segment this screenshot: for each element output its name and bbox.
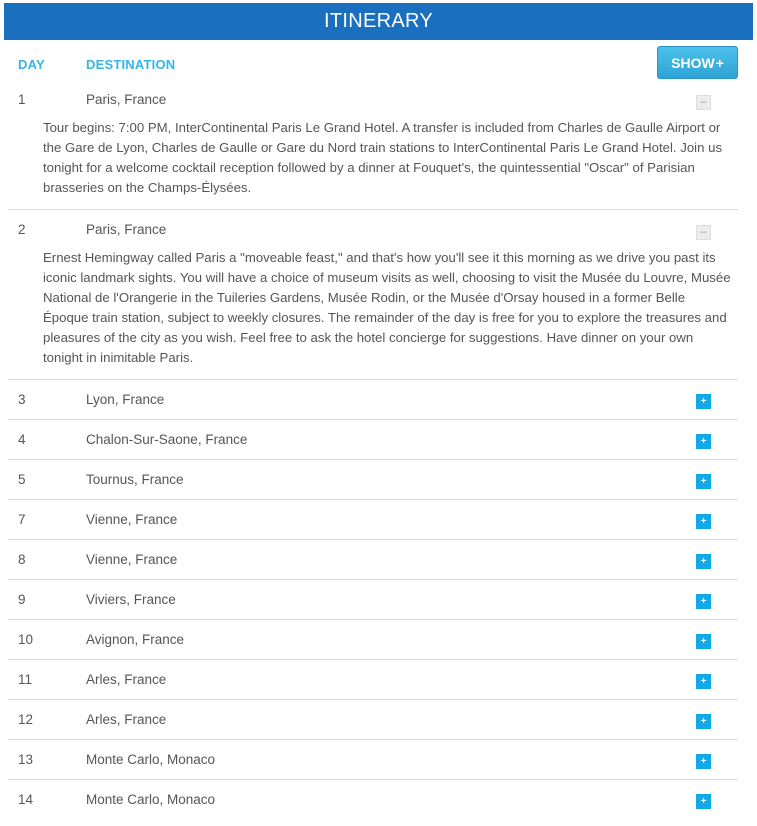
day-description: Tour begins: 7:00 PM, InterContinental Paris Le Grand Hotel. A transfer is included from Charles de Gaulle Airport or the Gare de Lyon, Charles de Gaulle or Gare du Nord train stations to InterContinental Paris Le Grand Hotel. Join us tonight for a welcome cocktail reception followed by a dinner at Fouquet's, the quintessential "Oscar" of Parisian brasseries on the Champs-Élysées. — [43, 120, 723, 195]
collapse-icon[interactable]: – — [696, 225, 711, 240]
day-number: 11 — [18, 672, 33, 687]
itinerary-title: ITINERARY — [323, 10, 434, 32]
destination-name: Vienne, France — [86, 512, 178, 527]
expand-icon[interactable]: + — [696, 434, 711, 449]
destination-name: Vienne, France — [86, 552, 178, 567]
day-number: 3 — [18, 392, 26, 407]
row-divider — [8, 379, 738, 380]
expand-icon[interactable]: + — [696, 394, 711, 409]
row-divider — [8, 779, 738, 780]
day-number: 2 — [18, 222, 26, 237]
day-number: 7 — [18, 512, 26, 527]
destination-name: Paris, France — [86, 92, 167, 107]
column-header-destination: DESTINATION — [86, 57, 176, 72]
expand-icon[interactable]: + — [696, 674, 711, 689]
destination-name: Avignon, France — [86, 632, 185, 647]
day-number: 9 — [18, 592, 26, 607]
day-number: 14 — [18, 792, 34, 807]
destination-name: Arles, France — [86, 672, 167, 687]
destination-name: Paris, France — [86, 222, 167, 237]
row-divider — [8, 539, 738, 540]
day-number: 8 — [18, 552, 26, 567]
destination-name: Viviers, France — [86, 592, 176, 607]
expand-icon[interactable]: + — [696, 754, 711, 769]
expand-icon[interactable]: + — [696, 594, 711, 609]
expand-icon[interactable]: + — [696, 634, 711, 649]
expand-icon[interactable]: + — [696, 794, 711, 809]
show-all-button[interactable] — [657, 46, 738, 79]
show-all-label: SHOW — [671, 54, 715, 71]
destination-name: Monte Carlo, Monaco — [86, 792, 216, 807]
row-divider — [8, 499, 738, 500]
destination-name: Chalon-Sur-Saone, France — [86, 432, 248, 447]
destination-name: Monte Carlo, Monaco — [86, 752, 216, 767]
destination-name: Tournus, France — [86, 472, 184, 487]
plus-icon: + — [715, 54, 724, 71]
destination-name: Lyon, France — [86, 392, 165, 407]
row-divider — [8, 659, 738, 660]
expand-icon[interactable]: + — [696, 714, 711, 729]
row-divider — [8, 459, 738, 460]
expand-icon[interactable]: + — [696, 554, 711, 569]
row-divider — [8, 579, 738, 580]
day-number: 13 — [18, 752, 34, 767]
expand-icon[interactable]: + — [696, 514, 711, 529]
collapse-icon[interactable]: – — [696, 95, 711, 110]
row-divider — [8, 739, 738, 740]
day-number: 10 — [18, 632, 34, 647]
day-description: Ernest Hemingway called Paris a "moveable feast," and that's how you'll see it this morning as we drive you past its iconic landmark sights. You will have a choice of museum visits as well, choosing to visit the Musée du Louvre, Musée National de l'Orangerie in the Tuileries Gardens, Musée Rodin, or the Musée d'Orsay housed in a former Belle Époque train station, subject to weekly closures. The remainder of the day is free for you to explore the treasures and pleasures of the city as you wish. Feel free to ask the hotel concierge for suggestions. Have dinner on your own tonight in inimitable Paris. — [43, 250, 731, 365]
row-divider — [8, 619, 738, 620]
itinerary-header — [4, 3, 753, 40]
day-number: 5 — [18, 472, 26, 487]
column-header-day: DAY — [18, 57, 45, 72]
expand-icon[interactable]: + — [696, 474, 711, 489]
row-divider — [8, 419, 738, 420]
row-divider — [8, 209, 738, 210]
row-divider — [8, 699, 738, 700]
day-number: 12 — [18, 712, 34, 727]
day-number: 4 — [18, 432, 26, 447]
destination-name: Arles, France — [86, 712, 167, 727]
day-number: 1 — [18, 92, 26, 107]
